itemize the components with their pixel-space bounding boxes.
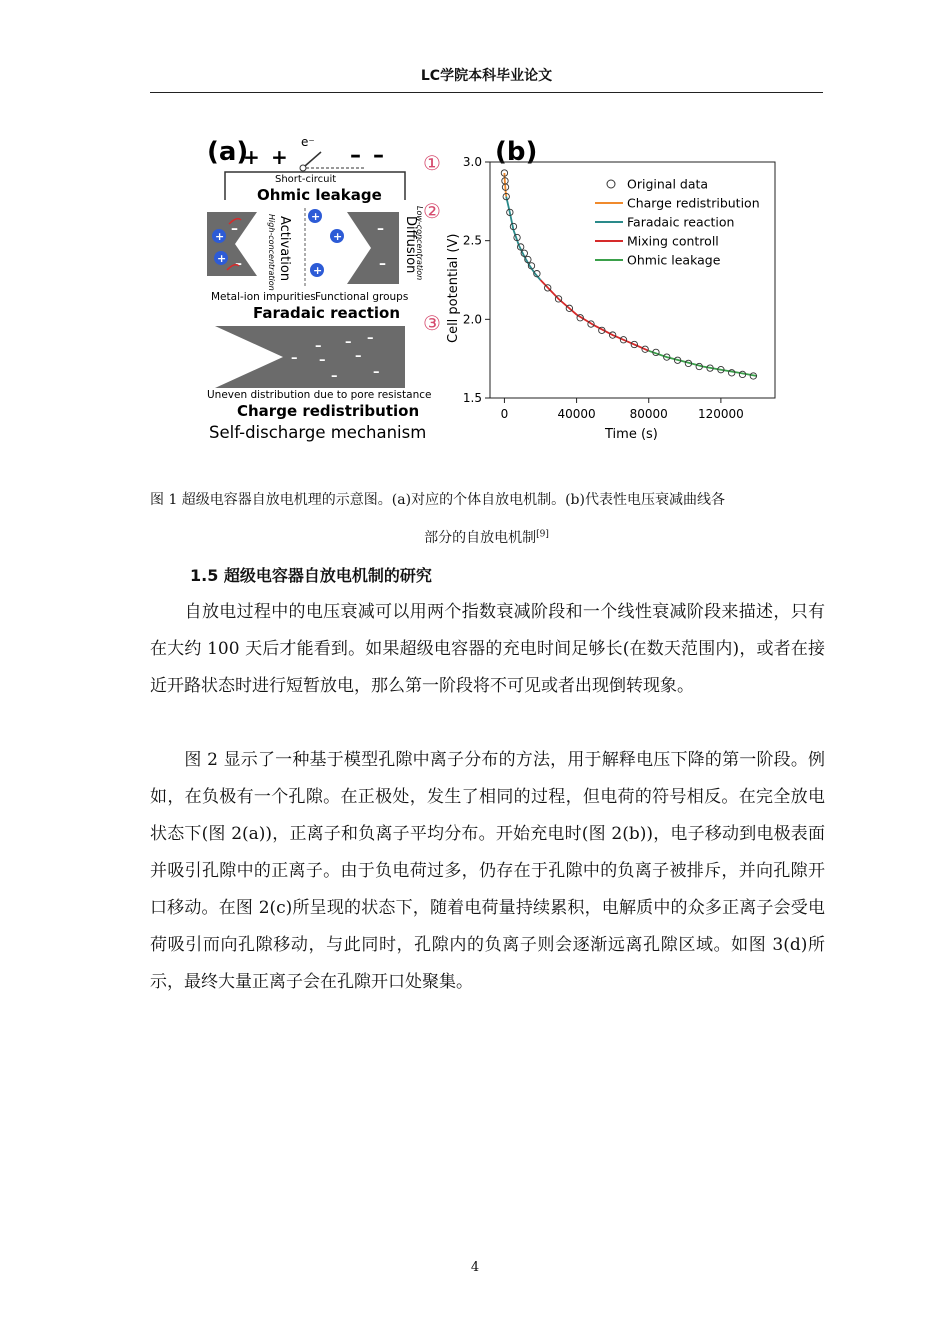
charge-redistribution-label: Charge redistribution — [237, 402, 420, 420]
svg-text:+: + — [215, 230, 225, 243]
svg-text:–: – — [291, 351, 298, 366]
plus-sign: + — [271, 145, 288, 169]
legend-label: Original data — [627, 176, 709, 192]
minus-sign: – — [379, 256, 386, 272]
svg-text:–: – — [355, 349, 362, 364]
minus-sign: – — [373, 143, 384, 168]
caption-reference: [9] — [536, 529, 549, 540]
legend-label: Charge redistribution — [627, 195, 760, 211]
y-axis-label: Cell potential (V) — [446, 233, 461, 343]
switch-arm — [305, 152, 321, 166]
svg-text:–: – — [331, 369, 338, 384]
metal-ion-label: Metal-ion impurities — [211, 291, 316, 303]
svg-text:+: + — [333, 230, 343, 243]
svg-text:–: – — [345, 335, 352, 350]
circled-number-2: ② — [423, 199, 441, 223]
y-tick-label: 3.0 — [462, 155, 482, 169]
figure-caption-line2 — [150, 527, 823, 547]
figure-1 — [195, 128, 795, 458]
minus-sign: – — [231, 221, 238, 237]
y-tick-label: 2.0 — [462, 312, 482, 327]
x-tick-label: 0 — [500, 407, 509, 421]
legend-label: Ohmic leakage — [627, 252, 721, 268]
legend-label: Faradaic reaction — [627, 214, 735, 230]
low-concentration-label: Low-concentration — [415, 206, 424, 281]
plus-sign: + — [243, 145, 260, 169]
uneven-distribution-label: Uneven distribution due to pore resistance — [207, 389, 432, 401]
svg-text:–: – — [315, 339, 322, 354]
figure-caption-line1: 图 1 超级电容器自放电机理的示意图。(a)对应的个体自放电机制。(b)代表性电压衰减曲线各 — [150, 492, 725, 508]
paragraph-1 — [150, 594, 825, 705]
page-number: 4 — [470, 1260, 480, 1275]
legend-label: Mixing controll — [627, 233, 719, 249]
minus-sign: – — [377, 221, 384, 237]
x-tick-label: 120000 — [697, 407, 744, 421]
series-line — [541, 280, 649, 351]
ohmic-leakage-label: Ohmic leakage — [257, 186, 382, 204]
y-tick-label: 2.5 — [462, 233, 482, 248]
section-heading: 1.5 超级电容器自放电机制的研究 — [190, 566, 432, 585]
panel-b-chart — [446, 137, 775, 442]
short-circuit-label: Short-circuit — [275, 174, 337, 185]
svg-text:–: – — [367, 331, 374, 346]
panel-a-label: (a) — [207, 137, 249, 167]
paragraph-2-text: 图 2 显示了一种基于模型孔隙中离子分布的方法，用于解释电压下降的第一阶段。例如，在负极有一个孔隙。在正极处，发生了相同的过程，但电荷的符号相反。在完全放电状态下(图 2(a))，正离子和负离子平均分布。开始充电时(图 2(b))，电子移动到电极表面并吸引孔隙中的正离子。由于负电荷过多，仍存在于孔隙中的负离子被排斥，并向孔隙开口移动。在图 2(c)所呈现的状态下，随着电荷量持续累积，电解质中的众多正离子会受电荷吸引而向孔隙移动，与此同时，孔隙内的负离子则会逐渐远离孔隙区域。如图 3(d)所示，最终大量正离子会在孔隙开口处聚集。 — [150, 750, 826, 992]
x-tick-label: 40000 — [557, 407, 596, 421]
caption-line2-text: 部分的自放电机制 — [424, 530, 537, 546]
svg-text:+: + — [311, 210, 321, 223]
panel-a-schematic — [207, 135, 441, 442]
paragraph-2 — [150, 742, 825, 1001]
panel-b-label: (b) — [495, 137, 538, 167]
svg-text:+: + — [313, 264, 323, 277]
diffusion-label: Diffusion — [403, 216, 418, 274]
legend-marker — [607, 180, 615, 188]
x-axis-label: Time (s) — [605, 427, 658, 442]
faradaic-reaction-label: Faradaic reaction — [253, 304, 401, 322]
high-concentration-label: High-concentration — [267, 214, 276, 291]
electron-label: e⁻ — [301, 135, 315, 149]
x-tick-label: 80000 — [629, 407, 668, 421]
functional-groups-label: Functional groups — [315, 291, 409, 303]
svg-text:–: – — [319, 353, 326, 368]
minus-sign: – — [235, 256, 242, 272]
svg-text:–: – — [373, 365, 380, 380]
circled-number-3: ③ — [423, 311, 441, 335]
paragraph-1-text: 自放电过程中的电压衰减可以用两个指数衰减阶段和一个线性衰减阶段来描述，只有在大约 100 天后才能看到。如果超级电容器的充电时间足够长(在数天范围内)，或者在接近开路状态时进行短暂放电，那么第一阶段将不可见或者出现倒转现象。 — [150, 602, 826, 696]
svg-text:+: + — [217, 252, 227, 265]
right-electrode — [347, 212, 399, 284]
circled-number-1: ① — [423, 151, 441, 175]
y-tick-label: 1.5 — [462, 391, 482, 405]
activation-label: Activation — [277, 216, 292, 282]
page-header: LC学院本科毕业论文 — [150, 60, 823, 93]
minus-sign: – — [350, 143, 361, 168]
mechanism-label: Self-discharge mechanism — [209, 423, 427, 442]
